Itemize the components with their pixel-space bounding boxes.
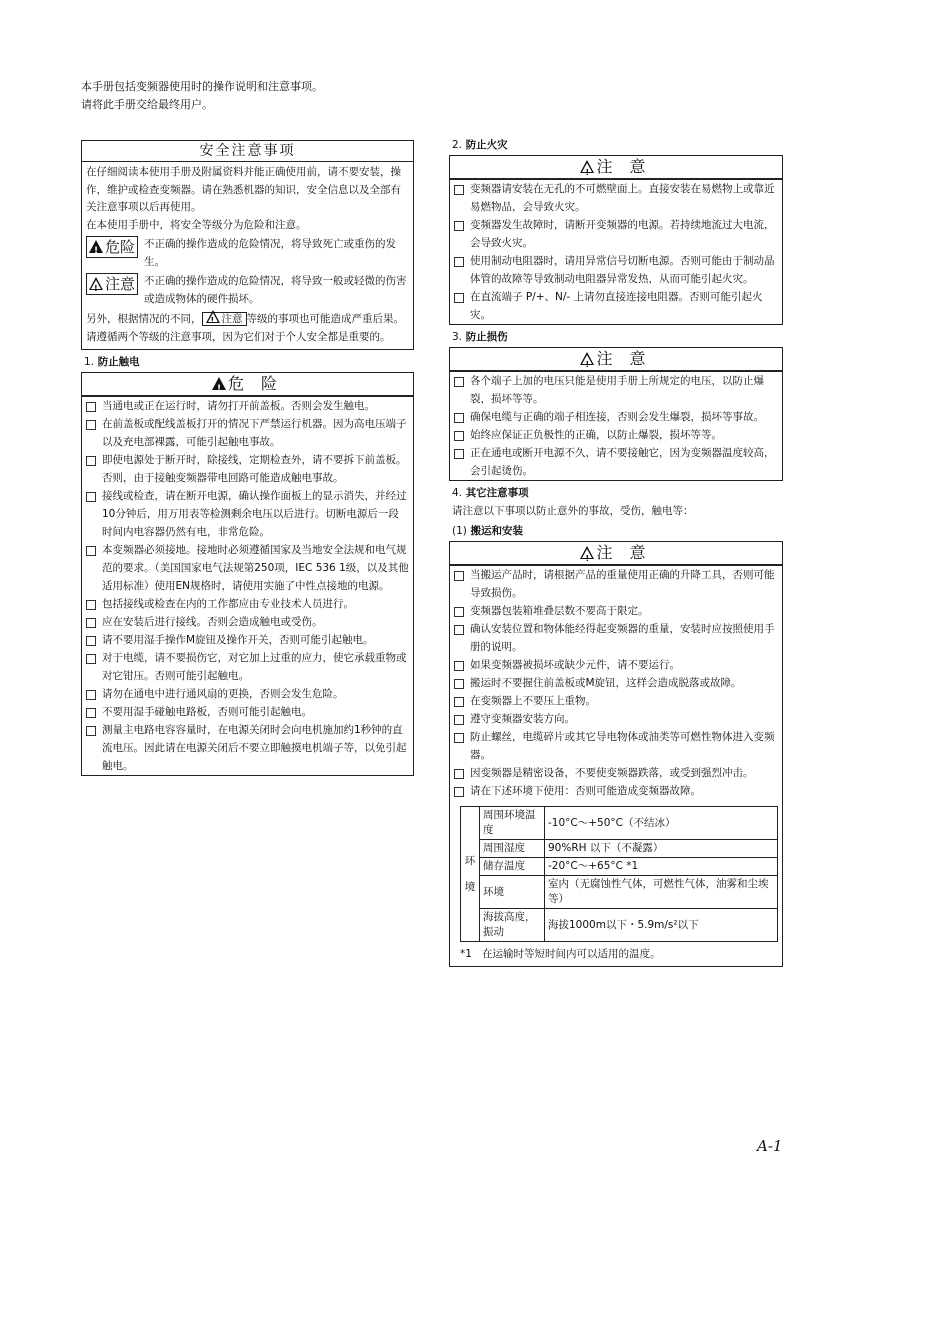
checkbox-square-icon <box>454 293 464 303</box>
list-item-text: 变频器请安装在无孔的不可燃壁面上。直接安装在易燃物上或靠近易燃物品，会导致火灾。 <box>470 183 775 213</box>
section-4-heading: 4. 其它注意事项 <box>452 487 529 499</box>
checkbox-square-icon <box>454 679 464 689</box>
list-item <box>82 631 413 649</box>
intro-line-2: 请将此手册交给最终用户。 <box>81 98 213 111</box>
section-2-box <box>449 155 783 325</box>
safety-box <box>81 140 414 350</box>
checkbox-square-icon <box>454 697 464 707</box>
list-item-text: 请在下述环境下使用：否则可能造成变频器故障。 <box>470 785 701 797</box>
list-item <box>450 674 782 692</box>
list-item <box>450 692 782 710</box>
list-item <box>450 180 782 216</box>
list-item-text: 确认安装位置和物体能经得起变频器的重量，安装时应按照使用手册的说明。 <box>470 623 775 653</box>
checkbox-square-icon <box>86 636 96 646</box>
list-item-text: 即使电源处于断开时，除接线，定期检查外，请不要拆下前盖板。否则，由于接触变频器带电回路可能造成触电事故。 <box>102 454 407 484</box>
list-item <box>82 595 413 613</box>
env-value: -10°C～+50°C（不结冰） <box>545 807 778 840</box>
caution-text: 不正确的操作造成的危险情况，将导致一般或轻微的伤害或造成物体的硬件损坏。 <box>144 275 407 305</box>
checkbox-square-icon <box>454 733 464 743</box>
caution-icon <box>580 546 594 559</box>
list-item-text: 始终应保证正负极性的正确，以防止爆裂，损坏等等。 <box>470 429 722 441</box>
section-4-items <box>450 565 782 800</box>
checkbox-square-icon <box>86 546 96 556</box>
section-2-items <box>450 179 782 324</box>
list-item-text: 确保电缆与正确的端子相连接，否则会发生爆裂，损坏等事故。 <box>470 411 764 423</box>
list-item-text: 接线或检查，请在断开电源，确认操作面板上的显示消失，并经过10分钟后，用万用表等检测剩余电压以后进行。切断电源后一段时间内电容器仍然有电，非常危险。 <box>102 490 407 538</box>
list-item-text: 因变频器是精密设备，不要使变频器跌落，或受到强烈冲击。 <box>470 767 754 779</box>
checkbox-square-icon <box>454 185 464 195</box>
checkbox-square-icon <box>454 661 464 671</box>
section-1-box-title: !危 险 <box>82 373 413 396</box>
caution-icon <box>89 277 103 290</box>
list-item-text: 在前盖板或配线盖板打开的情况下严禁运行机器。因为高电压端子以及充电部裸露，可能引起触电事故。 <box>102 418 407 448</box>
env-key: 周围湿度 <box>480 840 545 858</box>
list-item-text: 变频器包装箱堆叠层数不要高于限定。 <box>470 605 649 617</box>
section-4-sub-heading: (1) 搬运和安装 <box>452 525 524 537</box>
safety-para-1: 在仔细阅读本使用手册及附属资料并能正确使用前，请不要安装，操作，维护或检查变频器。请在熟悉机器的知识，安全信息以及全部有关注意事项以后再使用。 <box>86 166 401 213</box>
checkbox-square-icon <box>454 607 464 617</box>
list-item <box>450 252 782 288</box>
checkbox-square-icon <box>86 600 96 610</box>
list-item-text: 测量主电路电容容量时，在电源关闭时会向电机施加约1秒钟的直流电压。因此请在电源关闭后不要立即触摸电机端子等，以免引起触电。 <box>102 724 407 772</box>
section-4-desc: 请注意以下事项以防止意外的事故，受伤，触电等： <box>452 505 694 517</box>
checkbox-square-icon <box>454 769 464 779</box>
list-item-text: 对于电缆，请不要损伤它，对它加上过重的应力，使它承载重物或对它钳压。否则可能引起触电。 <box>102 652 407 682</box>
list-item-text: 请不要用湿手操作M旋钮及操作开关，否则可能引起触电。 <box>102 634 374 646</box>
list-item <box>450 782 782 800</box>
checkbox-square-icon <box>86 402 96 412</box>
safety-para-2: 在本使用手册中，将安全等级分为危险和注意。 <box>86 218 307 231</box>
caution-icon <box>580 160 594 173</box>
list-item-text: 在直流端子 P/+、N/- 上请勿直接连接电阻器。否则可能引起火灾。 <box>470 291 763 321</box>
list-item <box>450 728 782 764</box>
warning-icon <box>89 240 103 253</box>
intro-line-1: 本手册包括变频器使用时的操作说明和注意事项。 <box>81 80 323 93</box>
checkbox-square-icon <box>454 449 464 459</box>
section-1-heading: 1. 防止触电 <box>84 356 140 368</box>
caution-level <box>86 273 409 308</box>
checkbox-square-icon <box>86 492 96 502</box>
checkbox-square-icon <box>454 787 464 797</box>
list-item <box>82 703 413 721</box>
checkbox-square-icon <box>86 654 96 664</box>
section-3-items <box>450 371 782 480</box>
checkbox-square-icon <box>86 618 96 628</box>
inline-caution-tag: ! 注意 <box>202 312 247 326</box>
section-3-heading: 3. 防止损伤 <box>452 331 508 343</box>
list-item <box>450 764 782 782</box>
checkbox-square-icon <box>454 571 464 581</box>
section-1-items <box>82 396 413 775</box>
table-row <box>461 840 778 858</box>
list-item-text: 遵守变频器安装方向。 <box>470 713 575 725</box>
checkbox-square-icon <box>454 431 464 441</box>
list-item <box>82 685 413 703</box>
table-row <box>461 807 778 840</box>
list-item <box>82 613 413 631</box>
list-item <box>450 408 782 426</box>
env-label: 环 境 <box>461 807 480 942</box>
section-2-heading: 2. 防止火灾 <box>452 139 508 151</box>
section-3-box-title: !注 意 <box>450 348 782 371</box>
page-number: A-1 <box>757 1137 783 1155</box>
env-value: 室内（无腐蚀性气体，可燃性气体，油雾和尘埃等） <box>545 876 778 909</box>
section-2-box-title: !注 意 <box>450 156 782 179</box>
caution-icon <box>580 352 594 365</box>
env-key: 储存温度 <box>480 858 545 876</box>
list-item <box>82 397 413 415</box>
checkbox-square-icon <box>86 708 96 718</box>
footnote: *1 在运输时等短时间内可以适用的温度。 <box>460 948 661 960</box>
list-item <box>450 656 782 674</box>
checkbox-square-icon <box>454 377 464 387</box>
list-item-text: 如果变频器被损坏或缺少元件，请不要运行。 <box>470 659 680 671</box>
list-item-text: 不要用湿手碰触电路板，否则可能引起触电。 <box>102 706 312 718</box>
list-item-text: 搬运时不要握住前盖板或M旋钮，这样会造成脱落或故障。 <box>470 677 742 689</box>
danger-text: 不正确的操作造成的危险情况，将导致死亡或重伤的发生。 <box>144 238 397 268</box>
env-value: 海拔1000m以下・5.9m/s²以下 <box>545 909 778 942</box>
right-column <box>449 133 783 967</box>
list-item <box>450 602 782 620</box>
list-item-text: 当通电或正在运行时，请勿打开前盖板。否则会发生触电。 <box>102 400 375 412</box>
caution-icon <box>206 310 220 323</box>
list-item-text: 使用制动电阻器时，请用异常信号切断电源。否则可能由于制动晶体管的故障等导致制动电阻器异常发热，从而可能引起火灾。 <box>470 255 775 285</box>
list-item-text: 在变频器上不要压上重物。 <box>470 695 596 707</box>
section-1-box <box>81 372 414 776</box>
checkbox-square-icon <box>454 221 464 231</box>
list-item <box>450 710 782 728</box>
list-item <box>82 541 413 595</box>
environment-table <box>460 806 778 942</box>
list-item-text: 本变频器必须接地。接地时必须遵循国家及当地安全法规和电气规范的要求。（美国国家电气法规第250项，IEC 536 1级，以及其他适用标准）使用EN规格时，请使用实施了中性点接地的电源。 <box>102 544 409 592</box>
checkbox-square-icon <box>454 257 464 267</box>
safety-title: 安全注意事项 <box>82 141 413 162</box>
danger-tag: !危险 <box>86 236 138 258</box>
list-item <box>450 426 782 444</box>
list-item <box>82 721 413 775</box>
checkbox-square-icon <box>86 690 96 700</box>
list-item <box>82 415 413 451</box>
list-item <box>450 372 782 408</box>
table-row <box>461 858 778 876</box>
env-value: 90%RH 以下（不凝露） <box>545 840 778 858</box>
safety-para-3: 另外，根据情况的不同，! 注意 等级的事项也可能造成严重后果。请遵循两个等级的注意事项，因为它们对于个人安全都是重要的。 <box>86 310 409 346</box>
checkbox-square-icon <box>86 726 96 736</box>
list-item <box>82 649 413 685</box>
list-item-text: 防止螺丝，电缆碎片或其它导电物体或油类等可燃性物体进入变频器。 <box>470 731 775 761</box>
caution-tag: !注意 <box>86 273 138 295</box>
list-item-text: 变频器发生故障时，请断开变频器的电源。若持续地流过大电流，会导致火灾。 <box>470 219 775 249</box>
list-item <box>450 620 782 656</box>
section-4-box <box>449 541 783 967</box>
env-key: 环境 <box>480 876 545 909</box>
checkbox-square-icon <box>86 456 96 466</box>
env-key: 周围环境温度 <box>480 807 545 840</box>
list-item-text: 请勿在通电中进行通风扇的更换，否则会发生危险。 <box>102 688 344 700</box>
checkbox-square-icon <box>86 420 96 430</box>
intro <box>81 78 323 114</box>
list-item-text: 当搬运产品时，请根据产品的重量使用正确的升降工具，否则可能导致损伤。 <box>470 569 775 599</box>
left-column <box>81 140 414 776</box>
table-row <box>461 876 778 909</box>
section-4-box-title: !注 意 <box>450 542 782 565</box>
warning-icon <box>212 377 226 390</box>
checkbox-square-icon <box>454 715 464 725</box>
list-item-text: 包括接线或检查在内的工作都应由专业技术人员进行。 <box>102 598 354 610</box>
list-item <box>450 444 782 480</box>
list-item <box>450 566 782 602</box>
list-item <box>450 288 782 324</box>
list-item <box>82 487 413 541</box>
list-item <box>82 451 413 487</box>
danger-level <box>86 236 409 271</box>
list-item-text: 应在安装后进行接线。否则会造成触电或受伤。 <box>102 616 323 628</box>
section-3-box <box>449 347 783 481</box>
checkbox-square-icon <box>454 625 464 635</box>
checkbox-square-icon <box>454 413 464 423</box>
list-item-text: 各个端子上加的电压只能是使用手册上所规定的电压，以防止爆裂，损坏等等。 <box>470 375 764 405</box>
list-item <box>450 216 782 252</box>
env-value: -20°C～+65°C *1 <box>545 858 778 876</box>
table-row <box>461 909 778 942</box>
list-item-text: 正在通电或断开电源不久，请不要接触它，因为变频器温度较高，会引起烫伤。 <box>470 447 775 477</box>
env-key: 海拔高度，振动 <box>480 909 545 942</box>
